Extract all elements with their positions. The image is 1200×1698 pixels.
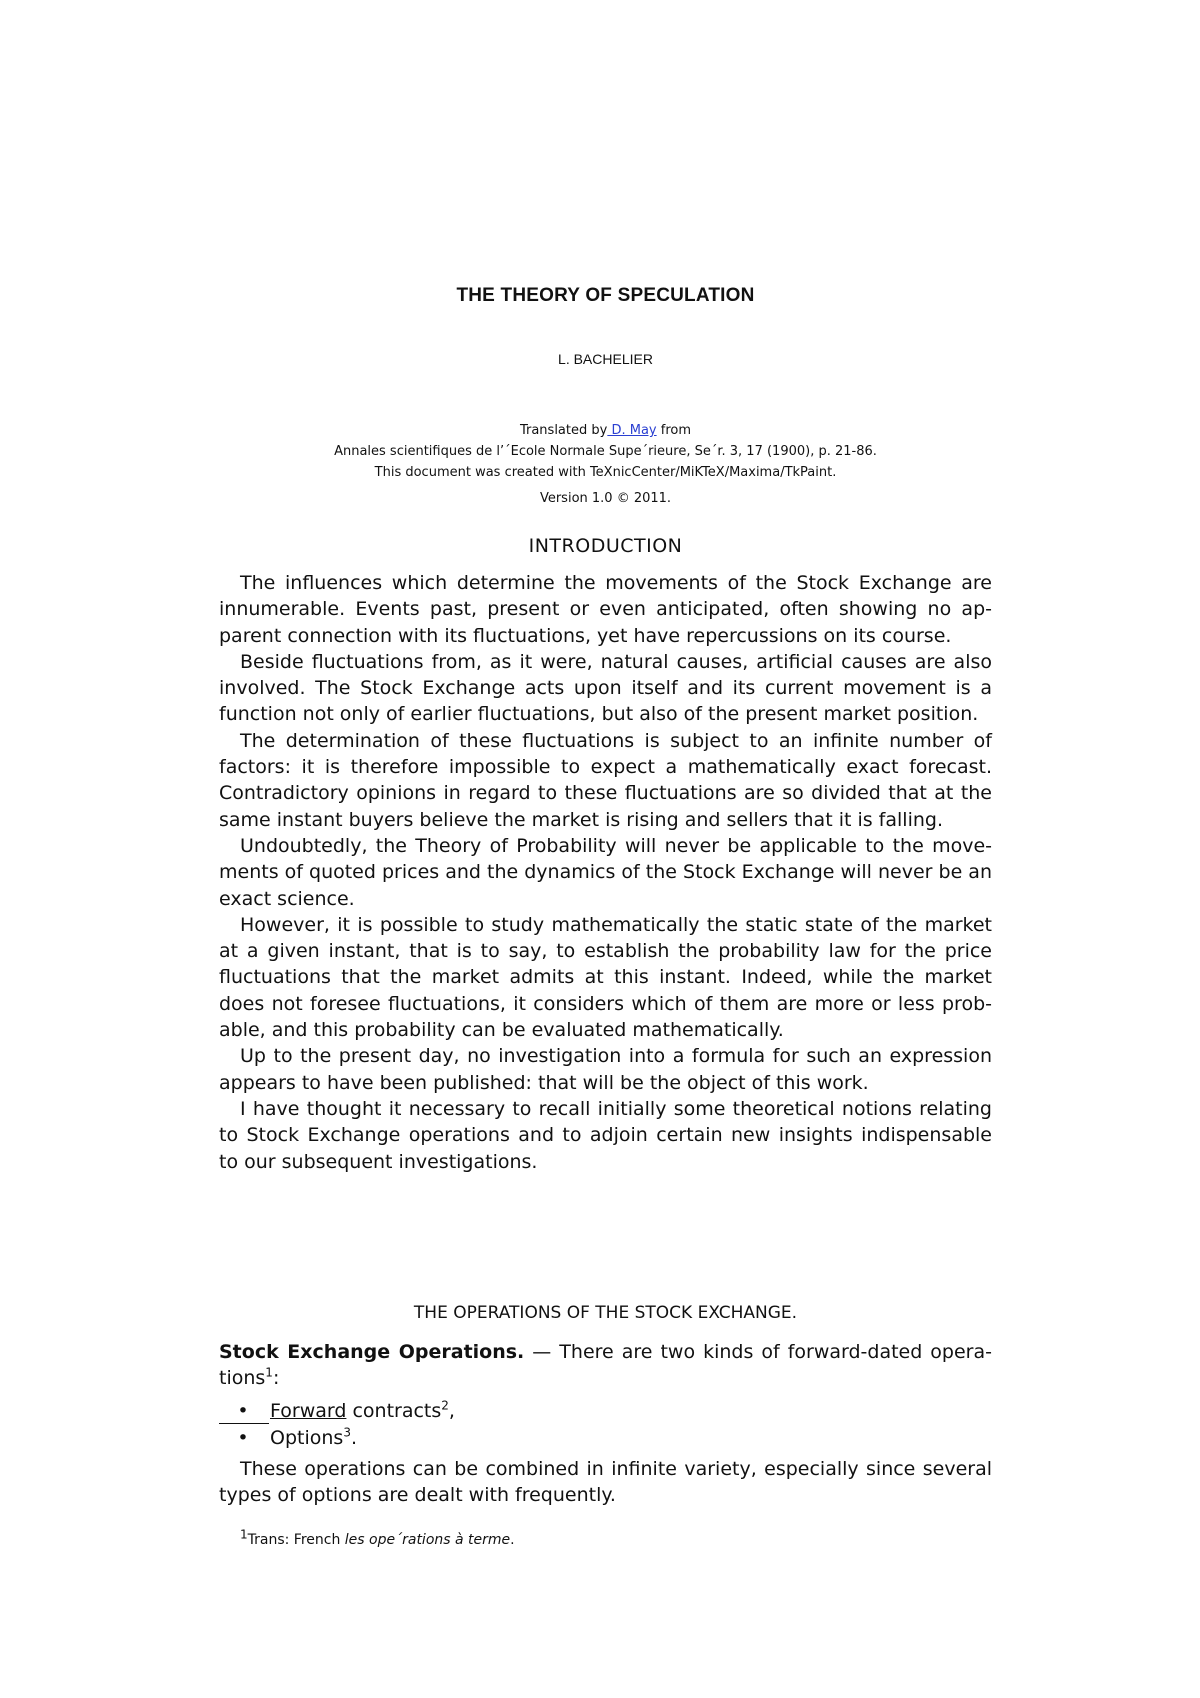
list-item-rest: contracts (346, 1400, 442, 1422)
paragraph: The influences which determine the movements of the Stock Exchange are innumerable. Events past, present or even anticipated, often showing no ap-parent connection with its fluctuations, yet have repercussions on its course. (219, 572, 992, 647)
version-note: Version 1.0 © 2011. (539, 491, 672, 506)
list-item-text (270, 1398, 455, 1425)
footnote-prefix: Trans: French (247, 1532, 345, 1548)
list-item-text (270, 1425, 357, 1452)
list-item-rest: Options (270, 1427, 344, 1449)
underlined-word: Forward (270, 1400, 347, 1422)
creation-note: This document was created with TeXnicCenter/MiKTeX/Maxima/TkPaint. (374, 465, 837, 480)
paragraph: Beside fluctuations from, as it were, natural causes, artificial causes are also involved. The Stock Exchange acts upon itself and its current movement is a function not only of earlier fluctuations, but also of the present market position. (219, 650, 992, 726)
operations-lead (219, 1339, 992, 1391)
list-item (219, 1398, 992, 1425)
translator-link[interactable]: D. May (607, 423, 657, 438)
operations-lead-paragraph (219, 1339, 992, 1391)
translated-suffix: from (656, 423, 692, 438)
footnote-number: 1 (240, 1527, 248, 1542)
list-item-end: , (448, 1400, 455, 1422)
footnote-ref: 3 (343, 1425, 351, 1440)
translated-prefix: Translated by (519, 423, 608, 438)
paragraph: I have thought it necessary to recall initially some theoretical notions relating to Stock Exchange operations and to adjoin certain new insights indispensable to our subsequent investigations. (219, 1097, 992, 1173)
list-item-end: . (350, 1427, 357, 1449)
section-run-in-title: Stock Exchange Operations. (219, 1341, 525, 1363)
operations-combined (219, 1456, 992, 1508)
footnote (240, 1527, 515, 1548)
footnote-ref: 2 (441, 1398, 449, 1413)
document-page (219, 0, 992, 1698)
lead-end: : (272, 1367, 280, 1389)
translation-credit (219, 421, 992, 441)
footnote-italic: les ope´rations à terme (344, 1532, 511, 1548)
bullet-marker: • (237, 1400, 249, 1422)
list-rule (219, 1423, 269, 1424)
paper-title: THE THEORY OF SPECULATION (456, 285, 755, 306)
footnote-ref: 1 (265, 1365, 273, 1380)
footnote-suffix: . (510, 1532, 515, 1548)
operation-kinds-list (219, 1398, 992, 1452)
bullet-marker: • (237, 1427, 249, 1449)
source-citation: Annales scientifiques de l’´Ecole Normale Supe´rieure, Se´r. 3, 17 (1900), p. 21-86. (334, 444, 877, 459)
introduction-heading: INTRODUCTION (528, 535, 683, 557)
introduction-body (219, 570, 992, 1175)
lead-text: — There are two kinds of forward-dated opera-tions (219, 1341, 992, 1389)
paragraph: However, it is possible to study mathematically the static state of the market at a given instant, that is to say, to establish the probability law for the price fluctuations that the market admits at this instant. Indeed, while the market does not foresee fluctuations, it considers which of them are more or less prob-able, and this probability can be evaluated mathematically. (219, 913, 992, 1042)
paragraph: These operations can be combined in infinite variety, especially since several types of options are dealt with frequently. (219, 1458, 992, 1506)
list-item (219, 1425, 992, 1452)
author-name: L. BACHELIER (558, 351, 653, 367)
paragraph: Up to the present day, no investigation into a formula for such an expression appears to have been published: that will be the object of this work. (219, 1045, 992, 1094)
operations-heading: THE OPERATIONS OF THE STOCK EXCHANGE. (413, 1303, 798, 1323)
paragraph: The determination of these fluctuations is subject to an infinite number of factors: it is therefore impossible to expect a mathematically exact forecast. Contradictory opinions in regard to these fluctuations are so divided that at the same instant buyers believe the market is rising and sellers that it is falling. (219, 729, 992, 831)
paragraph: Undoubtedly, the Theory of Probability will never be applicable to the move-ments of quoted prices and the dynamics of the Stock Exchange will never be an exact science. (219, 834, 992, 910)
